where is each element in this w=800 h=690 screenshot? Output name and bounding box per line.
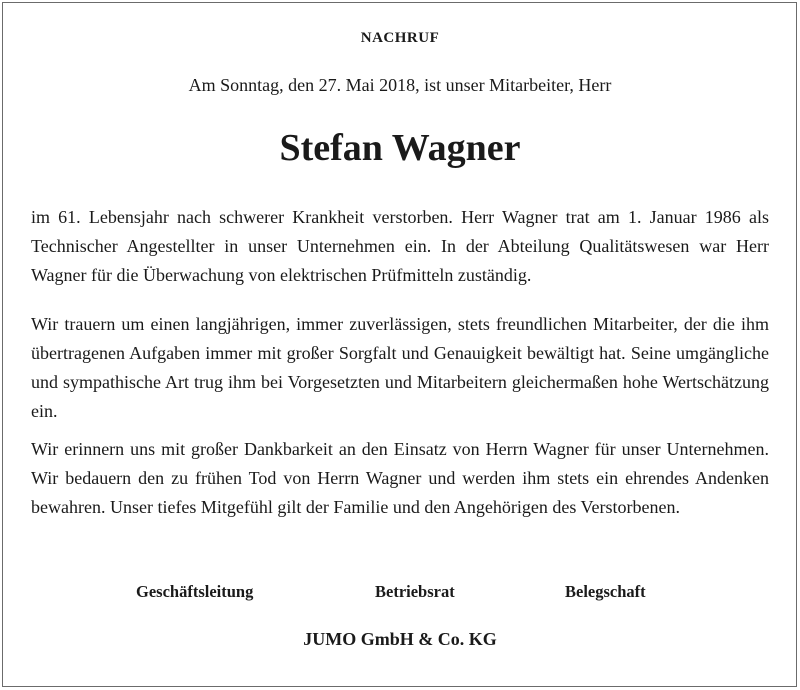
signatory-works-council: Betriebsrat: [375, 582, 455, 601]
paragraph-remembrance: Wir erinnern uns mit großer Dankbarkeit an den Einsatz von Herrn Wagner für unser Unternehmen. Wir bedauern den zu frühen Tod von Herrn Wagner und werden ihm stets ein ehrendes Andenken bewahren. Unser tiefes Mitgefühl gilt der Familie und den Angehörigen des Verstorbenen.: [31, 439, 769, 517]
signatory-staff: Belegschaft: [565, 582, 646, 601]
signatory-management: Geschäftsleitung: [136, 582, 254, 601]
paragraph-career: im 61. Lebensjahr nach schwerer Krankheit verstorben. Herr Wagner trat am 1. Januar 1986 als Technischer Angestellter in unser Unternehmen ein. In der Abteilung Qualitätswesen war Herr Wagner für die Überwachung von elektrischen Prüfmitteln zuständig.: [31, 207, 769, 285]
paragraph-mourning: Wir trauern um einen langjährigen, immer zuverlässigen, stets freundlichen Mitarbeiter, der die ihm übertragenen Aufgaben immer mit großer Sorgfalt und Genauigkeit bewältigt hat. Seine umgängliche und sympathische Art trug ihm bei Vorgesetzten und Mitarbeitern gleichermaßen hohe Wertschätzung ein.: [31, 314, 769, 421]
notice-heading: NACHRUF: [360, 30, 440, 46]
company-name: JUMO GmbH & Co. KG: [303, 629, 497, 649]
intro-line: Am Sonntag, den 27. Mai 2018, ist unser Mitarbeiter, Herr: [188, 75, 612, 95]
deceased-name: Stefan Wagner: [279, 127, 521, 169]
